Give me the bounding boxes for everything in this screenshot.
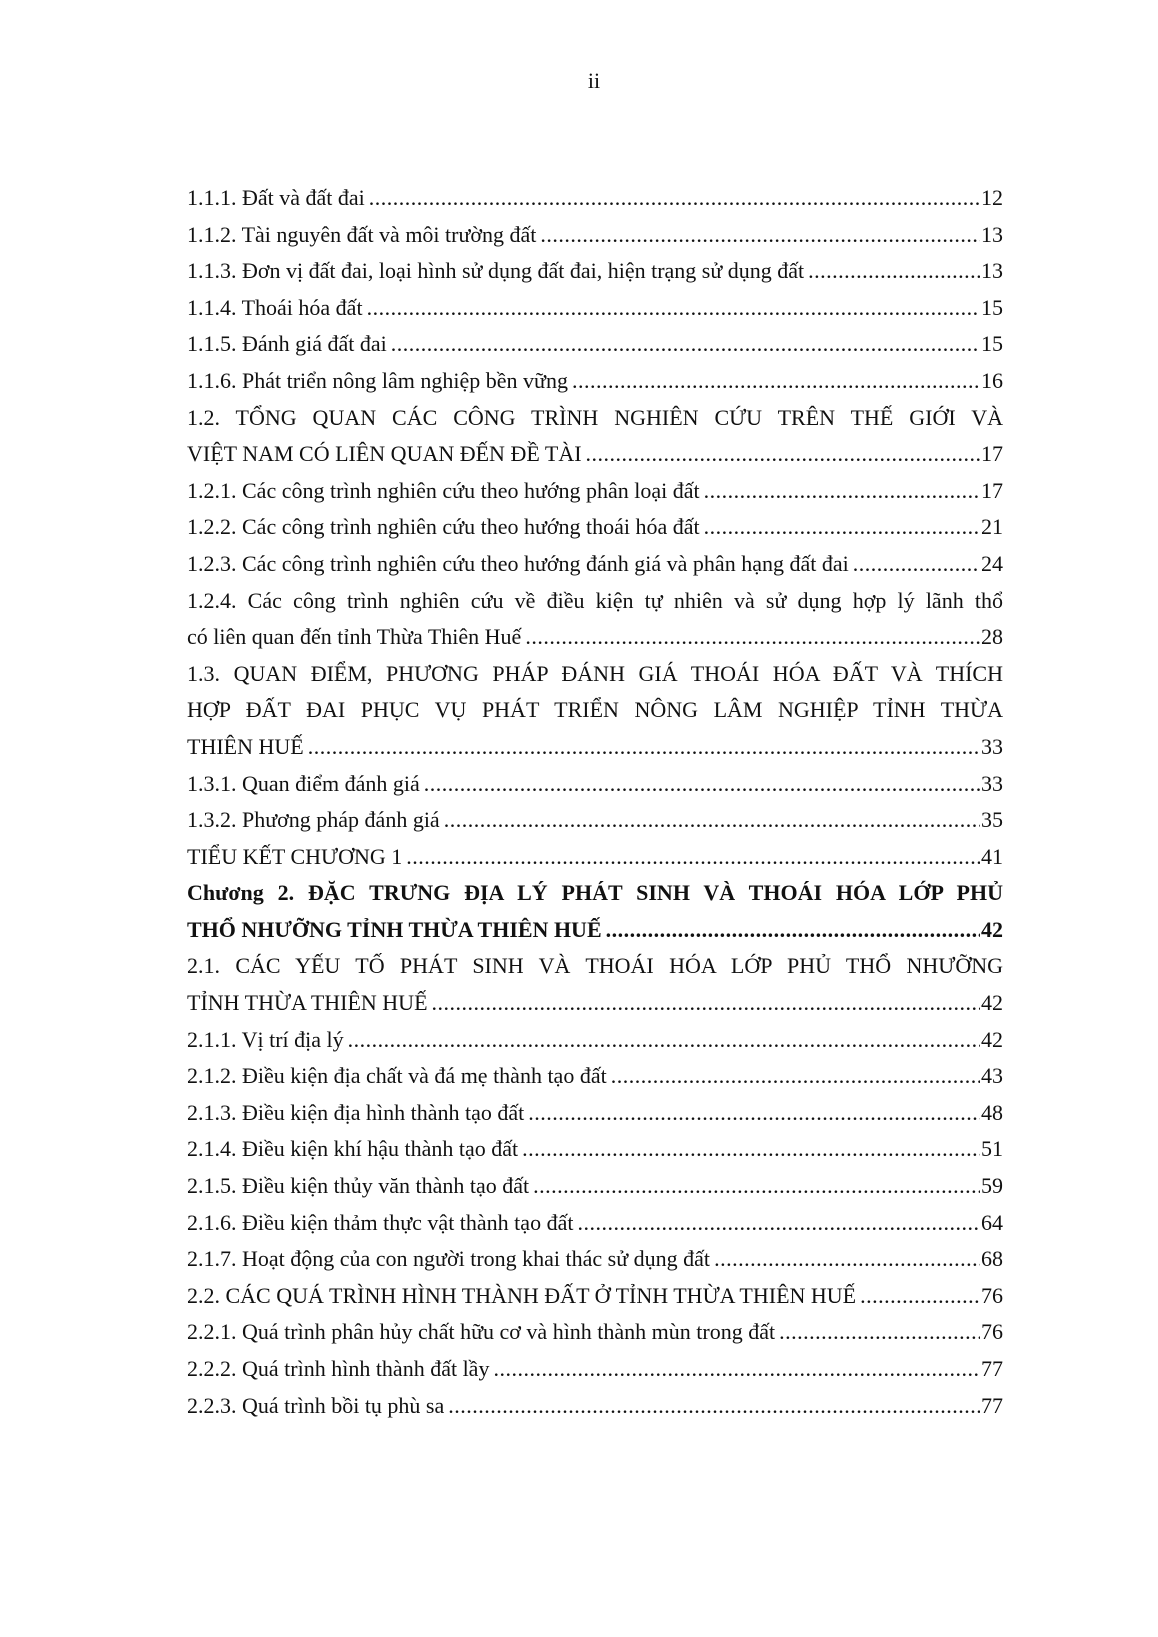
toc-entry-title-line: HỢP ĐẤT ĐAI PHỤC VỤ PHÁT TRIỂN NÔNG LÂM NGHIỆP TỈNH THỪA xyxy=(187,697,1003,723)
toc-entry-page-number: 48 xyxy=(981,1099,1003,1125)
toc-entry[interactable] xyxy=(187,363,1003,400)
toc-entry-title: 2.1.4. Điều kiện khí hậu thành tạo đất xyxy=(187,1136,519,1162)
toc-entry-title: 1.1.2. Tài nguyên đất và môi trường đất xyxy=(187,221,537,247)
dot-leader xyxy=(424,766,980,803)
dot-leader xyxy=(704,509,980,546)
toc-entry-line xyxy=(187,509,1003,546)
toc-entry-line xyxy=(187,1095,1003,1132)
toc-entry-page-number: 76 xyxy=(981,1282,1003,1308)
toc-entry-page-number: 28 xyxy=(981,624,1003,650)
toc-entry-title: 2.2.1. Quá trình phân hủy chất hữu cơ và hình thành mùn trong đất xyxy=(187,1319,776,1345)
table-of-contents xyxy=(187,180,1003,1424)
toc-entry-title: 1.3.1. Quan điểm đánh giá xyxy=(187,770,420,796)
page-number: ii xyxy=(587,68,601,93)
toc-entry-line xyxy=(187,1205,1003,1242)
toc-entry-page-number: 33 xyxy=(981,770,1003,796)
toc-entry-title: THỔ NHƯỠNG TỈNH THỪA THIÊN HUẾ xyxy=(187,916,602,942)
dot-leader xyxy=(540,217,980,254)
toc-entry-title: 1.2.2. Các công trình nghiên cứu theo hướng thoái hóa đất xyxy=(187,514,700,540)
toc-entry-page-number: 35 xyxy=(981,807,1003,833)
dot-leader xyxy=(308,729,980,766)
toc-entry-line xyxy=(187,546,1003,583)
toc-entry[interactable] xyxy=(187,839,1003,876)
toc-entry-line xyxy=(187,217,1003,254)
toc-entry-page-number: 15 xyxy=(981,331,1003,357)
toc-entry-title: 2.2.3. Quá trình bồi tụ phù sa xyxy=(187,1392,445,1418)
toc-entry-page-number: 17 xyxy=(981,477,1003,503)
dot-leader xyxy=(704,473,980,510)
dot-leader xyxy=(493,1351,980,1388)
toc-entry[interactable] xyxy=(187,509,1003,546)
toc-entry-page-number: 33 xyxy=(981,733,1003,759)
toc-entry-page-number: 43 xyxy=(981,1063,1003,1089)
toc-entry[interactable] xyxy=(187,1095,1003,1132)
toc-entry[interactable] xyxy=(187,656,1003,766)
toc-entry[interactable] xyxy=(187,1205,1003,1242)
toc-entry-title: 2.1.7. Hoạt động của con người trong khai thác sử dụng đất xyxy=(187,1246,711,1272)
dot-leader xyxy=(606,912,980,949)
dot-leader xyxy=(533,1168,980,1205)
toc-entry-line xyxy=(187,180,1003,217)
toc-entry[interactable] xyxy=(187,1022,1003,1059)
toc-entry-title: 1.1.1. Đất và đất đai xyxy=(187,185,365,210)
toc-entry-line xyxy=(187,1351,1003,1388)
toc-entry-line xyxy=(187,729,1003,766)
toc-entry-page-number: 13 xyxy=(981,221,1003,247)
toc-entry-page-number: 77 xyxy=(981,1356,1003,1381)
toc-entry[interactable] xyxy=(187,180,1003,217)
toc-entry-title: 2.1.2. Điều kiện địa chất và đá mẹ thành tạo đất xyxy=(187,1063,607,1089)
toc-entry-title: 2.1.3. Điều kiện địa hình thành tạo đất xyxy=(187,1099,525,1125)
toc-entry-line xyxy=(187,802,1003,839)
toc-entry-line xyxy=(187,326,1003,363)
toc-entry-page-number: 42 xyxy=(981,916,1003,942)
toc-entry-title: 1.2.3. Các công trình nghiên cứu theo hướng đánh giá và phân hạng đất đai xyxy=(187,550,849,576)
toc-entry-line xyxy=(187,839,1003,876)
dot-leader xyxy=(525,619,980,656)
toc-entry-title: 1.2.1. Các công trình nghiên cứu theo hướng phân loại đất xyxy=(187,477,700,503)
toc-entry-page-number: 42 xyxy=(981,1026,1003,1052)
toc-entry-title-line: 1.2. TỔNG QUAN CÁC CÔNG TRÌNH NGHIÊN CỨU TRÊN THẾ GIỚI VÀ xyxy=(187,404,1003,430)
toc-entry[interactable] xyxy=(187,766,1003,803)
toc-entry[interactable] xyxy=(187,217,1003,254)
toc-entry[interactable] xyxy=(187,253,1003,290)
toc-entry-page-number: 64 xyxy=(981,1209,1003,1235)
toc-entry-line xyxy=(187,1022,1003,1059)
toc-entry-page-number: 12 xyxy=(981,185,1003,210)
toc-entry-line xyxy=(187,1388,1003,1425)
toc-entry[interactable] xyxy=(187,546,1003,583)
toc-entry-title: 1.1.3. Đơn vị đất đai, loại hình sử dụng đất đai, hiện trạng sử dụng đất xyxy=(187,258,805,284)
dot-leader xyxy=(586,436,980,473)
toc-entry[interactable] xyxy=(187,1241,1003,1278)
toc-entry-line xyxy=(187,619,1003,656)
toc-entry-page-number: 16 xyxy=(981,367,1003,393)
dot-leader xyxy=(611,1058,980,1095)
toc-entry-title: 1.1.4. Thoái hóa đất xyxy=(187,294,363,320)
toc-entry[interactable] xyxy=(187,583,1003,656)
toc-entry-page-number: 21 xyxy=(981,514,1003,540)
dot-leader xyxy=(367,290,980,327)
toc-entry-title: 2.1.1. Vị trí địa lý xyxy=(187,1026,344,1052)
toc-entry-page-number: 42 xyxy=(981,990,1003,1016)
toc-entry[interactable] xyxy=(187,1168,1003,1205)
toc-entry[interactable] xyxy=(187,1314,1003,1351)
toc-entry-line xyxy=(187,912,1003,949)
toc-entry[interactable] xyxy=(187,290,1003,327)
toc-entry[interactable] xyxy=(187,473,1003,510)
dot-leader xyxy=(572,363,980,400)
toc-entry[interactable] xyxy=(187,326,1003,363)
toc-entry-line xyxy=(187,766,1003,803)
toc-entry-title: 2.1.5. Điều kiện thủy văn thành tạo đất xyxy=(187,1173,530,1199)
toc-entry[interactable] xyxy=(187,1278,1003,1315)
toc-entry-line xyxy=(187,253,1003,290)
toc-entry-page-number: 68 xyxy=(981,1246,1003,1272)
toc-entry-title: có liên quan đến tỉnh Thừa Thiên Huế xyxy=(187,624,522,650)
toc-entry-title: VIỆT NAM CÓ LIÊN QUAN ĐẾN ĐỀ TÀI xyxy=(187,441,582,467)
toc-entry-title-line: 2.1. CÁC YẾU TỐ PHÁT SINH VÀ THOÁI HÓA LỚP PHỦ THỔ NHƯỠNG xyxy=(187,953,1003,979)
dot-leader xyxy=(860,1278,980,1315)
toc-entry-title: TỈNH THỪA THIÊN HUẾ xyxy=(187,990,428,1016)
toc-entry[interactable] xyxy=(187,1388,1003,1425)
toc-entry-page-number: 17 xyxy=(981,441,1003,467)
dot-leader xyxy=(522,1131,980,1168)
dot-leader xyxy=(779,1314,980,1351)
toc-entry-page-number: 24 xyxy=(981,550,1003,576)
toc-entry-line xyxy=(187,290,1003,327)
toc-entry-line xyxy=(187,1131,1003,1168)
toc-entry-title-line: 1.2.4. Các công trình nghiên cứu về điều kiện tự nhiên và sử dụng hợp lý lãnh thổ xyxy=(187,587,1003,613)
toc-entry-title: 1.1.6. Phát triển nông lâm nghiệp bền vững xyxy=(187,367,568,393)
dot-leader xyxy=(528,1095,980,1132)
dot-leader xyxy=(448,1388,980,1425)
dot-leader xyxy=(808,253,980,290)
toc-entry-page-number: 76 xyxy=(981,1319,1003,1345)
toc-entry-line xyxy=(187,1058,1003,1095)
toc-entry-title: 1.1.5. Đánh giá đất đai xyxy=(187,331,387,357)
toc-entry-title: 2.2.2. Quá trình hình thành đất lầy xyxy=(187,1356,490,1381)
toc-entry-title: TIỂU KẾT CHƯƠNG 1 xyxy=(187,843,403,869)
toc-entry[interactable] xyxy=(187,1351,1003,1388)
toc-entry-line xyxy=(187,1278,1003,1315)
toc-entry-line xyxy=(187,1314,1003,1351)
toc-entry-line xyxy=(187,1241,1003,1278)
toc-entry-page-number: 77 xyxy=(981,1392,1003,1418)
toc-entry-page-number: 51 xyxy=(981,1136,1003,1162)
toc-entry-title: 2.1.6. Điều kiện thảm thực vật thành tạo đất xyxy=(187,1209,574,1235)
toc-entry-page-number: 15 xyxy=(981,294,1003,320)
toc-entry-title-line: 1.3. QUAN ĐIỂM, PHƯƠNG PHÁP ĐÁNH GIÁ THOÁI HÓA ĐẤT VÀ THÍCH xyxy=(187,660,1003,686)
toc-entry-title-line: Chương 2. ĐẶC TRƯNG ĐỊA LÝ PHÁT SINH VÀ THOÁI HÓA LỚP PHỦ xyxy=(187,880,1003,906)
dot-leader xyxy=(391,326,980,363)
dot-leader xyxy=(714,1241,980,1278)
toc-entry-line xyxy=(187,436,1003,473)
toc-entry-page-number: 41 xyxy=(981,843,1003,869)
dot-leader xyxy=(348,1022,980,1059)
toc-entry-title: 1.3.2. Phương pháp đánh giá xyxy=(187,807,440,833)
toc-entry-line xyxy=(187,1168,1003,1205)
dot-leader xyxy=(406,839,980,876)
toc-entry-line xyxy=(187,363,1003,400)
toc-entry[interactable] xyxy=(187,1058,1003,1095)
toc-entry[interactable] xyxy=(187,802,1003,839)
toc-entry[interactable] xyxy=(187,875,1003,948)
toc-entry[interactable] xyxy=(187,948,1003,1021)
dot-leader xyxy=(432,985,980,1022)
toc-entry-page-number: 59 xyxy=(981,1173,1003,1199)
toc-entry[interactable] xyxy=(187,400,1003,473)
toc-entry-line xyxy=(187,985,1003,1022)
toc-entry-title: THIÊN HUẾ xyxy=(187,733,304,759)
dot-leader xyxy=(369,180,980,217)
dot-leader xyxy=(577,1205,980,1242)
toc-entry[interactable] xyxy=(187,1131,1003,1168)
toc-entry-line xyxy=(187,473,1003,510)
dot-leader xyxy=(853,546,980,583)
dot-leader xyxy=(444,802,980,839)
toc-entry-title: 2.2. CÁC QUÁ TRÌNH HÌNH THÀNH ĐẤT Ở TỈNH THỪA THIÊN HUẾ xyxy=(187,1282,857,1308)
toc-entry-page-number: 13 xyxy=(981,258,1003,284)
